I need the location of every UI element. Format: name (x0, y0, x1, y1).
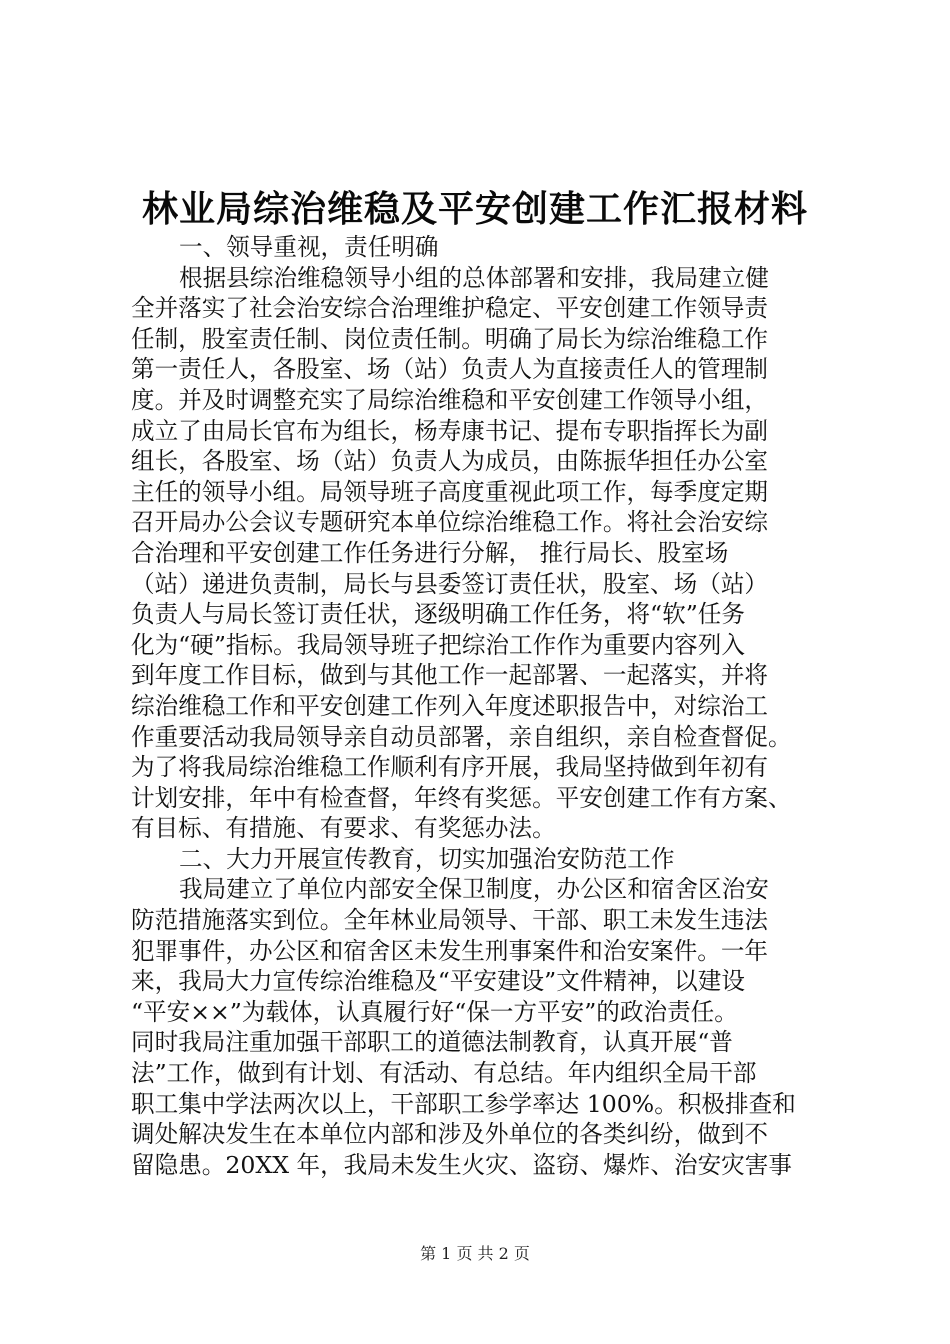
document-body (131, 232, 851, 1180)
text-line: 根据县综治维稳领导小组的总体部署和安排，我局建立健 (179, 263, 769, 292)
text-line: 二、大力开展宣传教育，切实加强治安防范工作 (179, 844, 675, 873)
text-line: 召开局办公会议专题研究本单位综治维稳工作。将社会治安综 (131, 508, 769, 537)
text-line: 组长，各股室、场（站）负责人为成员，由陈振华担任办公室 (131, 447, 769, 476)
page-number-footer: 第 1 页 共 2 页 (420, 1244, 530, 1263)
text-line: 留隐患。20XX 年，我局未发生火灾、盗窃、爆炸、治安灾害事 (131, 1150, 792, 1179)
text-line: 来，我局大力宣传综治维稳及“平安建设”文件精神，以建设 (131, 967, 745, 996)
text-line: 作重要活动我局领导亲自动员部署，亲自组织，亲自检查督促。 (131, 722, 792, 751)
text-line: 职工集中学法两次以上，干部职工参学率达 100%。积极排查和 (131, 1089, 796, 1118)
text-line: 化为“硬”指标。我局领导班子把综治工作作为重要内容列入 (131, 630, 745, 659)
text-line: 合治理和平安创建工作任务进行分解， 推行局长、股室场 (131, 538, 729, 567)
text-line: 一、领导重视，责任明确 (179, 233, 439, 261)
text-line: 度。并及时调整充实了局综治维稳和平安创建工作领导小组， (131, 385, 769, 414)
text-line: 全并落实了社会治安综合治理维护稳定、平安创建工作领导责 (131, 294, 769, 323)
text-line: 计划安排，年中有检查督，年终有奖惩。平安创建工作有方案、 (131, 783, 792, 812)
text-line: 为了将我局综治维稳工作顺利有序开展，我局坚持做到年初有 (131, 753, 769, 782)
text-line: 我局建立了单位内部安全保卫制度，办公区和宿舍区治安 (179, 875, 769, 904)
text-line: “平安××”为载体，认真履行好“保一方平安”的政治责任。 (131, 997, 738, 1026)
text-line: 法”工作，做到有计划、有活动、有总结。年内组织全局干部 (131, 1059, 757, 1088)
text-line: 同时我局注重加强干部职工的道德法制教育，认真开展“普 (131, 1028, 733, 1057)
text-line: （站）递进负责制，局长与县委签订责任状，股室、场（站） (131, 569, 769, 598)
text-line: 有目标、有措施、有要求、有奖惩办法。 (131, 814, 556, 843)
text-line: 防范措施落实到位。全年林业局领导、干部、职工未发生违法 (131, 906, 769, 935)
text-line: 调处解决发生在本单位内部和涉及外单位的各类纠纷，做到不 (131, 1120, 769, 1149)
document-title: 林业局综治维稳及平安创建工作汇报材料 (141, 189, 808, 230)
text-line: 负责人与局长签订责任状，逐级明确工作任务，将“软”任务 (131, 600, 745, 629)
text-line: 犯罪事件，办公区和宿舍区未发生刑事案件和治安案件。一年 (131, 936, 769, 965)
text-line: 第一责任人，各股室、场（站）负责人为直接责任人的管理制 (131, 355, 769, 384)
text-line: 到年度工作目标，做到与其他工作一起部署、一起落实，并将 (131, 661, 769, 690)
text-line: 综治维稳工作和平安创建工作列入年度述职报告中，对综治工 (131, 691, 769, 720)
text-line: 任制，股室责任制、岗位责任制。明确了局长为综治维稳工作 (131, 324, 769, 353)
text-line: 成立了由局长官布为组长，杨寿康书记、提布专职指挥长为副 (131, 416, 769, 445)
text-line: 主任的领导小组。局领导班子高度重视此项工作，每季度定期 (131, 477, 769, 506)
